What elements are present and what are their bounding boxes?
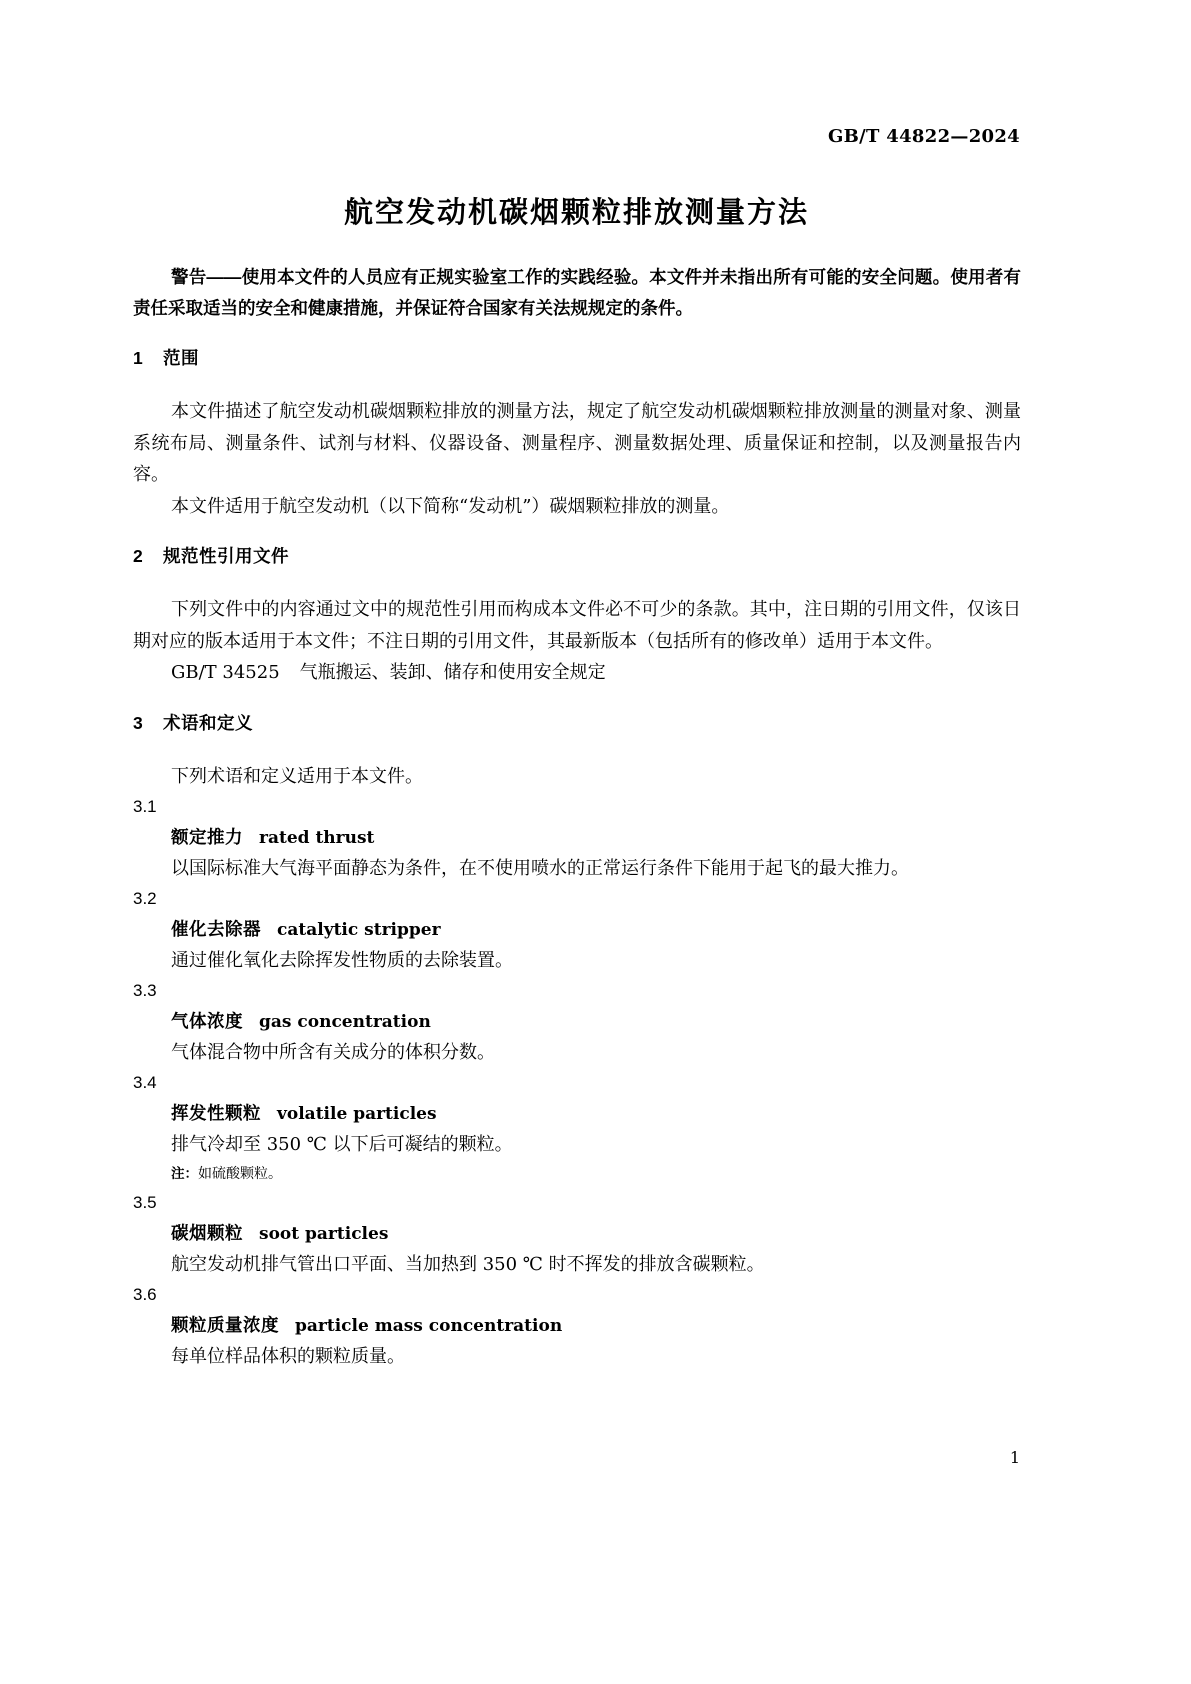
term-number: 3.4 bbox=[133, 1073, 157, 1092]
page-number: 1 bbox=[1009, 1448, 1020, 1467]
scope-paragraph-2: 本文件适用于航空发动机（以下简称“发动机”）碳烟颗粒排放的测量。 bbox=[171, 495, 730, 517]
normative-references-paragraph: 下列文件中的内容通过文中的规范性引用而构成本文件必不可少的条款。其中，注日期的引用文件，仅该日期对应的版本适用于本文件；不注日期的引用文件，其最新版本（包括所有的修改单）适用于本文件。 bbox=[133, 599, 1021, 652]
section-title-3: 术语和定义 bbox=[163, 712, 253, 733]
section-heading-terms bbox=[133, 711, 1021, 735]
normative-reference-entry bbox=[133, 657, 1021, 689]
term-note bbox=[133, 1160, 1021, 1188]
document-title: 航空发动机碳烟颗粒排放测量方法 bbox=[343, 197, 809, 229]
section-title-1: 范围 bbox=[163, 348, 199, 368]
term-name-cn: 挥发性颗粒 bbox=[171, 1103, 261, 1123]
section-title-2: 规范性引用文件 bbox=[163, 546, 289, 566]
term-number: 3.1 bbox=[133, 797, 157, 816]
section-number-2: 2 bbox=[133, 546, 144, 566]
document-body bbox=[133, 262, 1021, 1372]
spacer bbox=[133, 735, 1021, 761]
term-name-en: rated thrust bbox=[259, 828, 375, 848]
reference-title: 气瓶搬运、装卸、储存和使用安全规定 bbox=[299, 662, 606, 683]
running-header bbox=[133, 126, 1020, 147]
spacer bbox=[133, 324, 1021, 346]
term-name-en: particle mass concentration bbox=[295, 1316, 563, 1336]
term-name-cn: 碳烟颗粒 bbox=[171, 1223, 243, 1243]
term-name-en: gas concentration bbox=[259, 1012, 431, 1032]
term-title bbox=[133, 1006, 1021, 1037]
term-definition: 气体混合物中所含有关成分的体积分数。 bbox=[171, 1042, 495, 1063]
term-name-cn: 颗粒质量浓度 bbox=[171, 1315, 279, 1335]
term-number: 3.3 bbox=[133, 981, 157, 1000]
term-name-en: volatile particles bbox=[277, 1104, 437, 1124]
warning-paragraph: 警告——使用本文件的人员应有正规实验室工作的实践经验。本文件并未指出所有可能的安全问题。使用者有责任采取适当的安全和健康措施，并保证符合国家有关法规规定的条件。 bbox=[133, 267, 1021, 318]
section-heading-scope bbox=[133, 346, 1021, 370]
term-definition: 航空发动机排气管出口平面、当加热到 350 ℃ 时不挥发的排放含碳颗粒。 bbox=[171, 1254, 765, 1275]
term-name-cn: 额定推力 bbox=[171, 827, 243, 847]
term-definition: 以国际标准大气海平面静态为条件，在不使用喷水的正常运行条件下能用于起飞的最大推力。 bbox=[171, 858, 909, 879]
term-title bbox=[133, 822, 1021, 853]
spacer bbox=[133, 522, 1021, 544]
term-title bbox=[133, 914, 1021, 945]
reference-code: GB/T 34525 bbox=[171, 662, 280, 683]
term-title bbox=[133, 1310, 1021, 1341]
note-text: 如硫酸颗粒。 bbox=[198, 1166, 282, 1182]
term-title bbox=[133, 1098, 1021, 1129]
section-number-3: 3 bbox=[133, 712, 144, 733]
term-name-cn: 催化去除器 bbox=[171, 919, 261, 939]
term-name-cn: 气体浓度 bbox=[171, 1011, 243, 1031]
spacer bbox=[133, 370, 1021, 396]
spacer bbox=[133, 568, 1021, 594]
term-number: 3.6 bbox=[133, 1285, 157, 1304]
term-definition: 每单位样品体积的颗粒质量。 bbox=[171, 1346, 405, 1367]
term-definition: 排气冷却至 350 ℃ 以下后可凝结的颗粒。 bbox=[171, 1134, 513, 1155]
term-name-en: catalytic stripper bbox=[277, 920, 441, 940]
spacer bbox=[133, 689, 1021, 711]
term-number: 3.5 bbox=[133, 1193, 157, 1212]
section-heading-normative-references bbox=[133, 544, 1021, 568]
page-footer bbox=[133, 1448, 1020, 1467]
term-definition: 通过催化氧化去除挥发性物质的去除装置。 bbox=[171, 950, 513, 971]
term-number: 3.2 bbox=[133, 889, 157, 908]
note-label: 注： bbox=[171, 1166, 198, 1181]
term-name-en: soot particles bbox=[259, 1224, 389, 1244]
term-title bbox=[133, 1218, 1021, 1249]
standard-code: GB/T 44822—2024 bbox=[827, 126, 1020, 147]
section-number-1: 1 bbox=[133, 348, 144, 368]
terms-intro: 下列术语和定义适用于本文件。 bbox=[171, 765, 423, 787]
scope-paragraph-1: 本文件描述了航空发动机碳烟颗粒排放的测量方法，规定了航空发动机碳烟颗粒排放测量的测量对象、测量系统布局、测量条件、试剂与材料、仪器设备、测量程序、测量数据处理、质量保证和控制，以及测量报告内容。 bbox=[133, 401, 1021, 485]
